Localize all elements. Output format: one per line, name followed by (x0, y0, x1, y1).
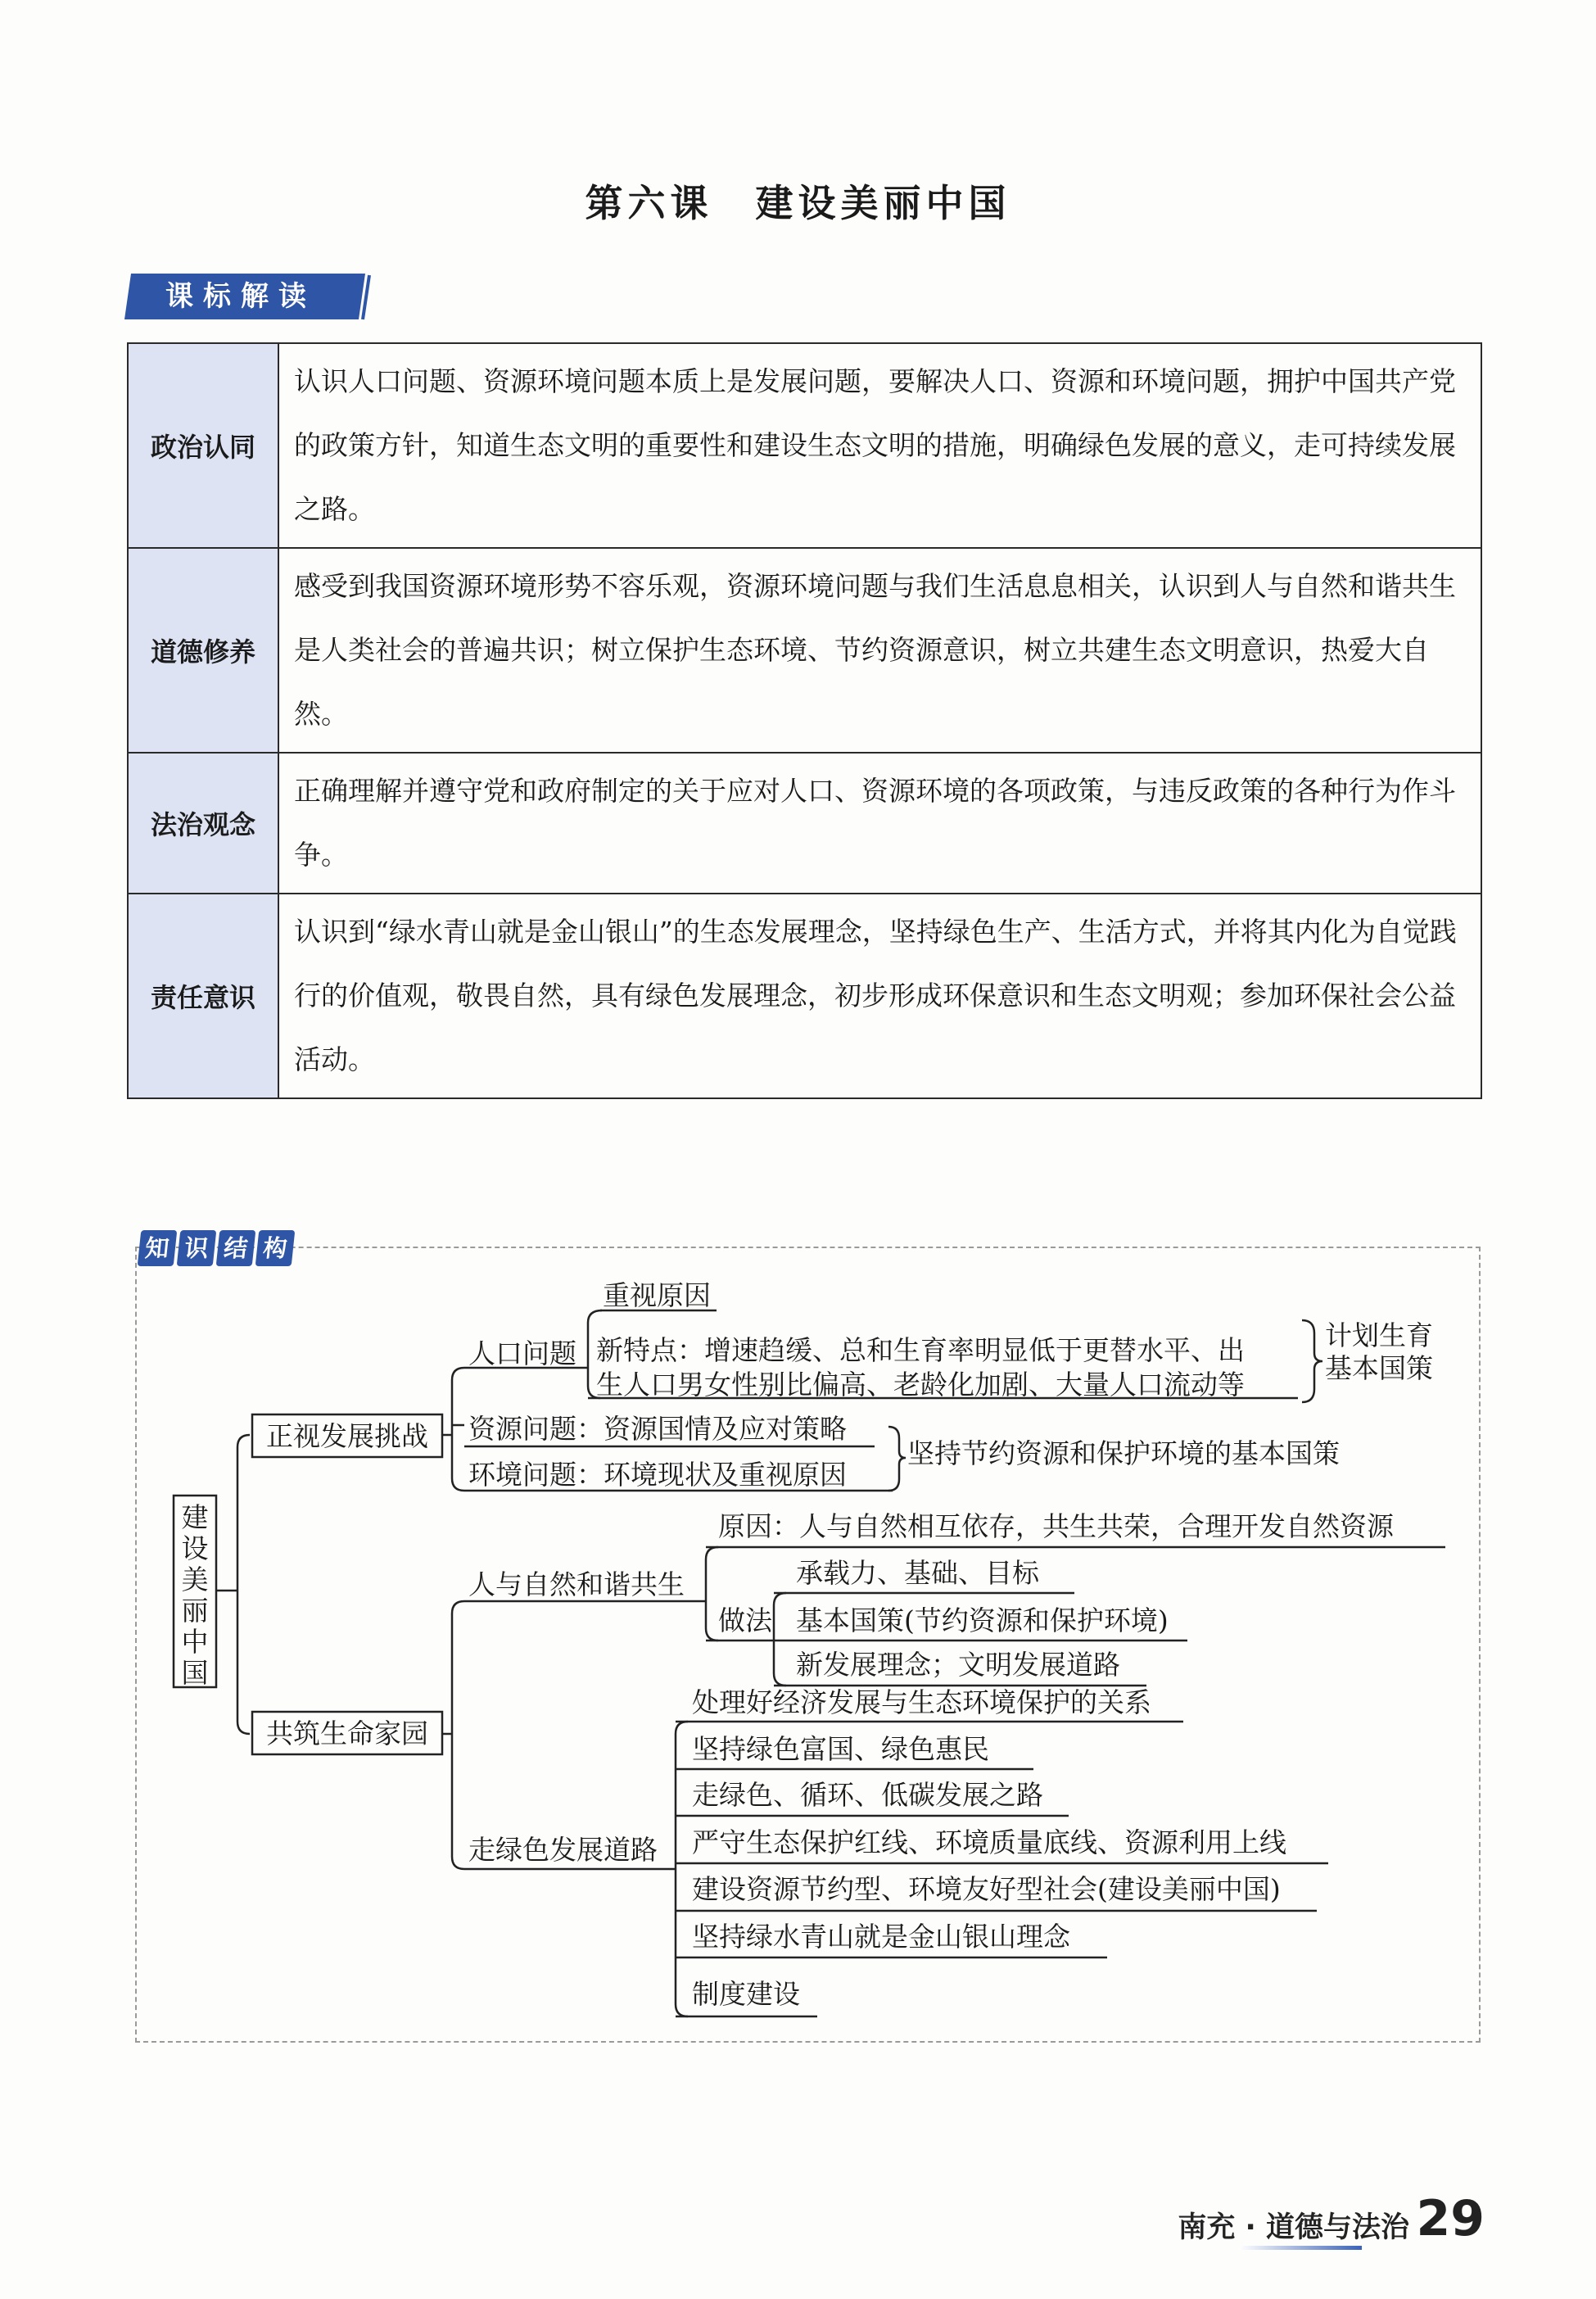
label-char: 结 (216, 1230, 256, 1266)
green-item: 坚持绿色富国、绿色惠民 (692, 1733, 989, 1765)
label-char: 识 (177, 1230, 217, 1266)
footer-accent-bar (1239, 2246, 1362, 2250)
category-cell: 道德修养 (128, 548, 278, 753)
brace (888, 1427, 906, 1491)
harmony-reason: 原因：人与自然相互依存，共生共荣，合理开发自然资源 (718, 1510, 1394, 1542)
harmony-title: 人与自然和谐共生 (468, 1568, 685, 1600)
connector (676, 1722, 688, 2016)
badge-label: 课标解读 (165, 280, 316, 313)
connector (452, 1601, 464, 1869)
harmony-method: 基本国策(节约资源和保护环境) (796, 1604, 1169, 1636)
connector (237, 1435, 250, 1734)
harmony-method-label: 做法 (718, 1604, 772, 1636)
environment-problem: 环境问题：环境现状及重视原因 (468, 1459, 847, 1491)
connector (452, 1368, 464, 1491)
branch-title: 正视发展挑战 (266, 1420, 428, 1452)
lesson-title: 第六课 建设美丽中国 (585, 181, 1011, 225)
label-char: 知 (138, 1230, 178, 1266)
green-item: 建设资源节约型、环境友好型社会(建设美丽中国) (692, 1873, 1281, 1905)
root-char: 国 (181, 1657, 209, 1689)
green-title: 走绿色发展道路 (468, 1834, 658, 1866)
population-policy: 基本国策 (1325, 1352, 1433, 1384)
green-item: 处理好经济发展与生态环境保护的关系 (692, 1686, 1151, 1718)
population-features: 新特点：增速趋缓、总和生育率明显低于更替水平、出 (596, 1334, 1245, 1366)
root-char: 建 (181, 1501, 209, 1533)
green-item: 坚持绿水青山就是金山银山理念 (692, 1921, 1070, 1953)
green-item: 严守生态保护红线、环境质量底线、资源利用上线 (692, 1826, 1286, 1858)
population-policy: 计划生育 (1325, 1319, 1433, 1351)
description-cell: 认识人口问题、资源环境问题本质上是发展问题，要解决人口、资源和环境问题，拥护中国共产党的政策方针，知道生态文明的重要性和建设生态文明的措施，明确绿色发展的意义，走可持续发展之路。 (278, 343, 1481, 548)
description-cell: 正确理解并遵守党和政府制定的关于应对人口、资源环境的各项政策，与违反政策的各种行为作斗争。 (278, 753, 1481, 894)
population-title: 人口问题 (468, 1337, 576, 1369)
root-char: 美 (181, 1564, 209, 1595)
resource-policy: 坚持节约资源和保护环境的基本国策 (907, 1437, 1340, 1469)
root-char: 设 (181, 1532, 209, 1564)
population-reason: 重视原因 (603, 1279, 711, 1311)
page-number: 29 (1416, 2190, 1485, 2247)
root-char: 丽 (181, 1595, 209, 1627)
description-cell: 认识到“绿水青山就是金山银山”的生态发展理念，坚持绿色生产、生活方式，并将其内化为自觉践行的价值观，敬畏自然，具有绿色发展理念，初步形成环保意识和生态文明观；参加环保社会公益活动。 (278, 894, 1481, 1098)
category-cell: 法治观念 (128, 753, 278, 894)
connector (774, 1593, 786, 1686)
category-cell: 责任意识 (128, 894, 278, 1098)
branch-title: 共筑生命家园 (266, 1717, 428, 1749)
green-item: 制度建设 (692, 1978, 800, 2010)
harmony-method: 新发展理念；文明发展道路 (796, 1649, 1120, 1681)
root-char: 中 (181, 1626, 209, 1658)
green-item: 走绿色、循环、低碳发展之路 (692, 1779, 1043, 1811)
category-cell: 政治认同 (128, 343, 278, 548)
label-char: 构 (255, 1230, 296, 1266)
brace (1302, 1320, 1322, 1402)
resource-problem: 资源问题：资源国情及应对策略 (468, 1413, 847, 1445)
connector (706, 1547, 718, 1641)
harmony-method: 承载力、基础、目标 (796, 1557, 1039, 1589)
footer-source: 南充 · 道德与法治 (1178, 2211, 1409, 2244)
population-features: 生人口男女性别比偏高、老龄化加剧、大量人口流动等 (596, 1369, 1245, 1401)
description-cell: 感受到我国资源环境形势不容乐观，资源环境问题与我们生活息息相关，认识到人与自然和谐共生是人类社会的普遍共识；树立保护生态环境、节约资源意识，树立共建生态文明意识，热爱大自然。 (278, 548, 1481, 753)
